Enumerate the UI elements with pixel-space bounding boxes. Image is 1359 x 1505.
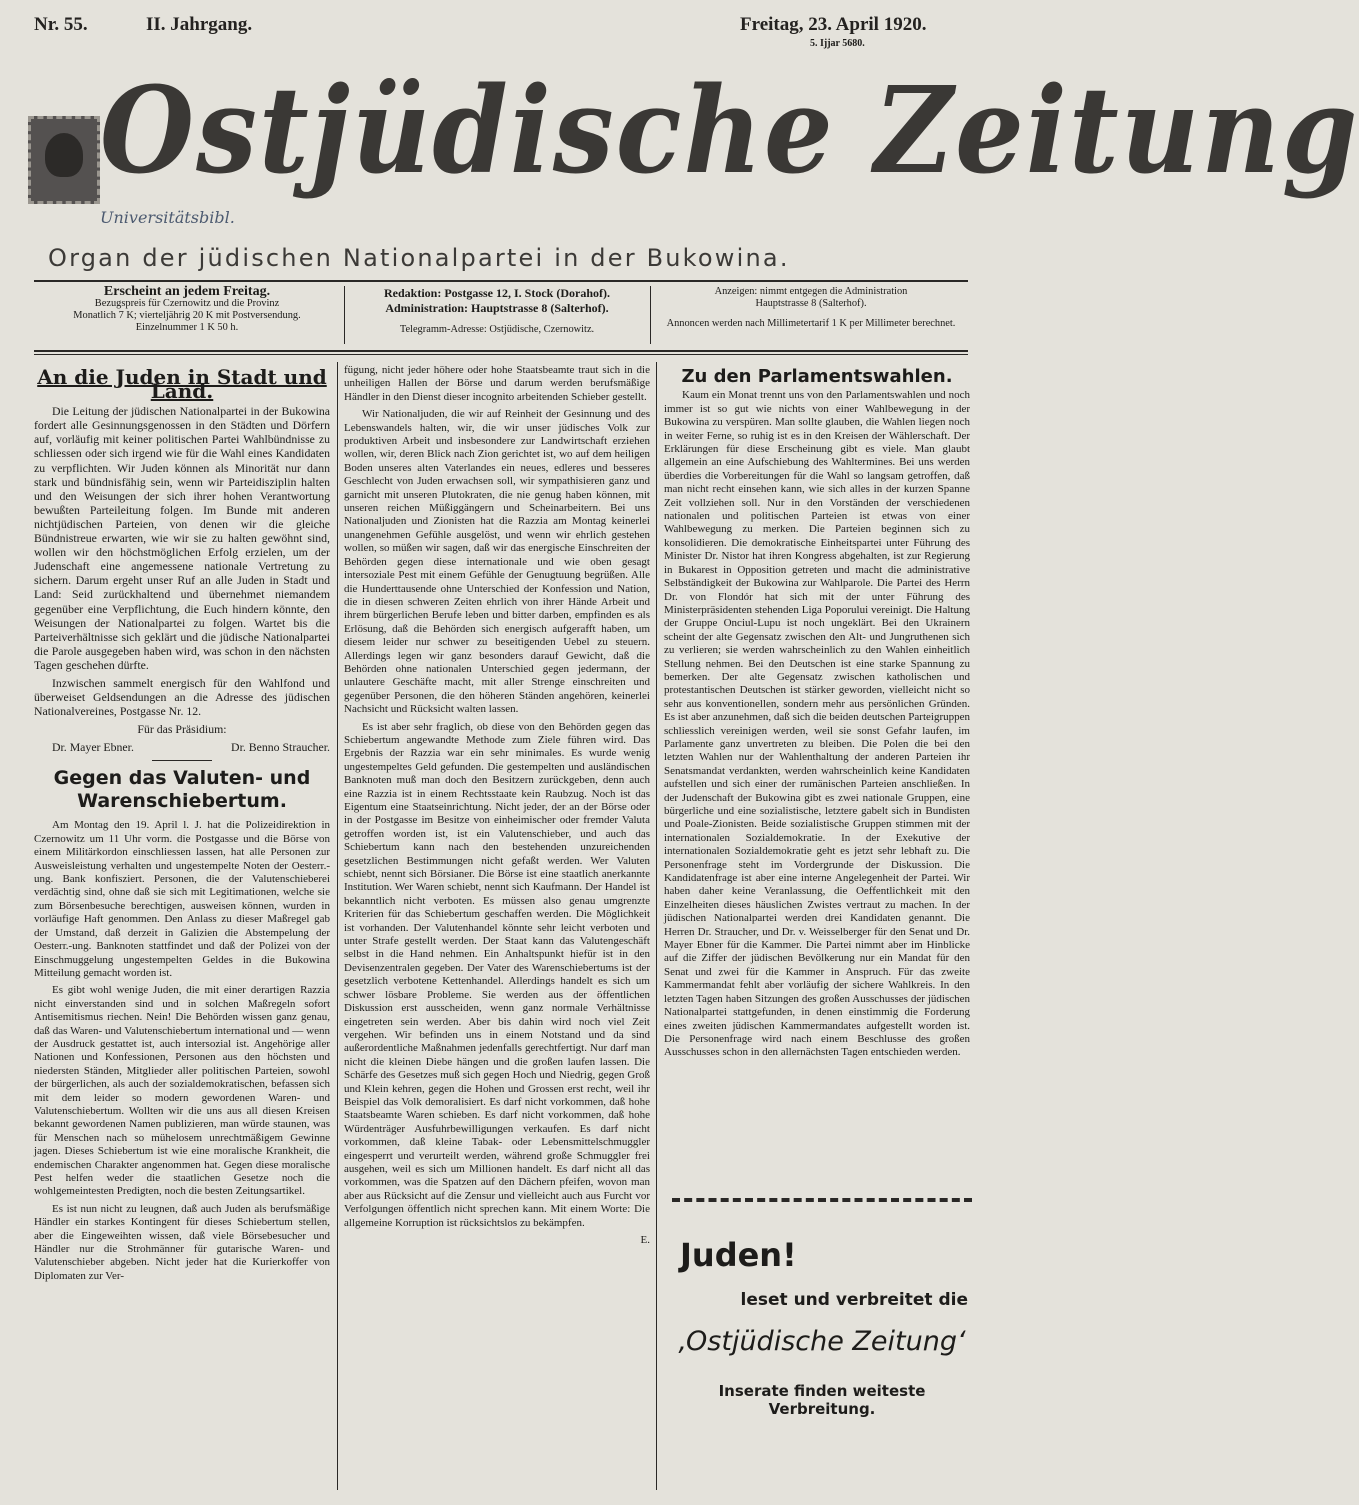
article-paragraph: Es gibt wohl wenige Juden, die mit einer derartigen Razzia nicht einverstanden sind und in solchen Maßregeln sofort Antisemitismus riechen. Nein! Die Behörden wissen ganz genau, daß das Waren- und Valutenschiebertum international und — wenn der Ausdruck gestattet ist, auch intersozial ist. Angehörige aller Nationen und Konfessionen, Personen aus den höchsten und niedersten Ständen, Mitglieder aller politischen Parteien, sowohl der bürgerlichen, als auch der sozialdemokratischen, befassen sich mit dem leider so modern gewordenen Waren- und Valutenschiebertum. Wollten wir die uns aus all diesen Kreisen bekannt gewordenen Namen publizieren, man würde staunen, was für Menschen nach so mühelosem unrechtmäßigem Gewinne jagen. Dieses Schiebertum ist wie eine moralische Krankheit, die endemischen Charakter angenommen hat. Gegen diese moralische Pest helfen weder die staatlichen Gesetze noch die wohlgemeintesten Predigten, noch die besten Zeitungsartikel. [34, 984, 330, 1198]
issue-date: Freitag, 23. April 1920. [740, 14, 927, 35]
masthead [40, 60, 1359, 230]
article-paragraph: Die Leitung der jüdischen Nationalpartei in der Bukowina fordert alle Gesinnungsgenossen in den Städten und Dörfern auf, vorläufig mit keiner politischen Partei Wahlbündnisse zu schliessen oder sich irgend wie für die Wahl eines Kandidaten zu verpflichten. Wir Juden können als Minorität nur dann stark und bündnisfähig sein, wenn wir Parteidisziplin halten und den Weisungen der sich ihrer hohen Verantwortung bewußten Parteileitung folgen. Im Bunde mit anderen nichtjüdischen Parteien, von denen wir die gleiche Bündnistreue erwarten, wie wir sie zu halten gewöhnt sind, wollen wir den höchstmöglichen Erfolg erzielen, um der Judenschaft eine angemessene nationale Vertretung zu sichern. Darum ergeht unser Ruf an alle Juden in Stadt und Land: Seid zurückhaltend und übernehmet niemandem gegenüber eine Verpflichtung, die Euch hindern könnte, den Weisungen der Nationalpartei zu folgen. Wartet bis die Parteiverhältnisse sich geklärt und die jüdische Nationalpartei die Parole ausgegeben haben wird, was schon in den nächsten Tagen geschehen dürfte. [34, 404, 330, 672]
advertisement [672, 1198, 972, 1478]
subscription-info: Erscheint an jedem Freitag. Bezugspreis für Czernowitz und die Provinz Monatlich 7 K; vierteljährig 20 K mit Postversendung. Einzelnummer 1 K 50 h. [73, 284, 301, 333]
postage-stamp-icon [28, 116, 100, 204]
article-heading: Zu den Parlamentswahlen. [681, 366, 953, 387]
article-paragraph: Am Montag den 19. April l. J. hat die Polizeidirektion in Czernowitz um 11 Uhr vorm. die Postgasse und die Börse von einem Militärkordon einschliessen lassen, hat alle Personen zur Ausweisleistung verhalten und ungestempelte Noten der Oesterr.-ung. Bank konfisziert. Personen, die der Valutenschieberei verdächtig sind, ohne daß sie sich mit Legitimationen, welche sie zum Börsenbesuche berechtigen, ausweisen können, wurden in vorläufige Haft genommen. Den Anlass zu dieser Maßregel gab der Umstand, daß derzeit in Galizien die Abstempelung der Oesterr.-ung. Banknoten stattfindet und daß der Polizei von der Einschmuggelung ungestempelten Geldes in die Bukowina Mitteilung gemacht worden ist. [34, 819, 330, 979]
column-1 [34, 366, 330, 1491]
article-author: E. [640, 1234, 650, 1246]
advert-line: leset und verbreitet die [740, 1290, 968, 1310]
column-rule [656, 362, 657, 1490]
presidium-label: Für das Präsidium: [137, 722, 227, 737]
article-paragraph: Kaum ein Monat trennt uns von den Parlamentswahlen und noch immer ist so gut wie nichts von einer Wahlbewegung in der Bukowina zu verspüren. Man sollte glauben, die Wahlen liegen noch in weiter Ferne, so ruhig ist es in den Kreisen der Wählerschaft. Der Erklärungen für diese Erscheinung gibt es viele. Man glaubt allgemein an eine Aufschiebung des Wahltermines. Bei uns werden überdies die Vorbereitungen für die Wahl so langsam getroffen, daß man nicht recht einsehen kann, wie sich alles in der kurzen Spanne Zeit vollziehen soll. Nur in den Vorständen der verschiedenen nationalen und politischen Parteien ist etwas von einer Wahlbewegung zu merken. Die Parteien beginnen sich zu konsolidieren. Die demokratische Einheitspartei unter Führung des Minister Dr. Nistor hat ihren Kongress abgehalten, ist zur Regierung in Bukarest in Opposition getreten und macht die administrative Selbständigkeit der Bukowina zur Wahlparole. Die Partei des Herrn Dr. von Flondór hat sich mit der unter Führung des Ministerpräsidenten stehenden Liga Poporului vereinigt. Die Haltung der Gruppe Onciul-Lupu ist noch ungeklärt. Bei den Ukrainern scheint der alte Gegensatz zwischen den Alt- und Jungruthenen sich zu verlieren; sie werden wahrscheinlich zu den Wahlen einheitlich Stellung nehmen. Bei den Deutschen ist eine starke Spannung zu bemerken. Der alte Gegensatz zwischen katholischen und protestantischen Deutschen ist stärker geworden, vielleicht nicht so sehr aus konventionellen, sondern mehr aus persönlichen Gründen. Es ist aber anzunehmen, daß sich die beiden deutschen Parteigruppen schliesslich vereinigen werden, weil sie sonst Gefahr laufen, im Parlamente ganz unvertreten zu bleiben. Die Polen die bei den letzten Wahlen nur der Wahlenthaltung der anderen Parteien ihr Senatsmandat verdankten, werden wahrscheinlich keine Kandidaten aufstellen und sich einer der rumänischen Parteien anschließen. In der Judenschaft der Bukowina gibt es zwei nationale Gruppen, eine bürgerliche und eine sozialistische, letztere gabelt sich in Bundisten und Poale-Zionisten. Beide sozialistische Gruppen stimmen mit der internationalen Sozialdemokratie. In der Exekutive der internationalen Sozialdemokratie geht es jetzt sehr lebhaft zu. Die Personenfrage steht im Vordergrunde der Diskussion. Die Kandidatenfrage ist aber eine interne Angelegenheit der Partei. Wir haben daher keine Veranlassung, die Oeffentlichkeit mit den Einzelheiten dieses häuslichen Zwistes vertraut zu machen. In der jüdischen Nationalpartei werden drei Kandidaten genannt. Die Herren Dr. Straucher, und Dr. v. Weisselberger für den Senat und Dr. Mayer Ebner für die Kammer. Die Partei nimmt aber im Hinblicke auf die Ziffer der jüdischen Bevölkerung nur ein Mandat für den Senat und zwei für die Kammer in Anspruch. Für das zweite Kammermandat fehlt aber vorläufig der sichere Wahlkreis. In den letzten Tagen haben Sitzungen des großen Ausschusses der jüdischen Nationalpartei stattgefunden, in denen einstimmig die Forderung eines zweiten jüdischen Kammermandates aufgestellt worden ist. Die Personenfrage wird nach einem Beschlusse des großen Ausschusses schon in den allernächsten Tagen entschieden werden. [664, 389, 970, 1059]
divider [34, 354, 968, 355]
column-rule [337, 362, 338, 1490]
article-heading: Gegen das Valuten- und Warenschiebertum. [53, 767, 311, 813]
hebrew-date: 5. Ijjar 5680. [810, 38, 865, 49]
divider [34, 350, 968, 352]
article-paragraph: Inzwischen sammelt energisch für den Wahlfond und überweiset Geldsendungen an die Adresse des jüdischen Nationalvereines, Postgasse Nr. 12. [34, 675, 330, 719]
article-paragraph: Wir Nationaljuden, die wir auf Reinheit der Gesinnung und des Lebenswandels halten, wir, die wir unser jüdisches Volk zur produktiven Arbeit und insbesondere zur Landwirtschaft erziehen wollen, wir, deren Blick nach Zion gerichtet ist, wo auf dem heiligen Boden unseres alten Vaterlandes ein neues, edleres und besseres Geschlecht von Juden erwachsen soll, wir sympathisieren ganz und garnicht mit unseren Plutokraten, die nie genug haben können, mit unseren reichen Müßiggängern und Scheinarbeitern. Bei uns Nationaljuden und Zionisten hat die Razzia am Montag keinerlei unangenehmen Gefühle ausgelöst, und wenn wir ehrlich gestehen wollen, so müßen wir sagen, daß wir das energische Einschreiten der Behörden gegen diese internationale und wie oben gesagt intersoziale Pest mit einem Gefühle der Genugtuung begrüßen. Alle die Hunderttausende ohne Unterschied der Konfession und Nation, die in diesen schweren Zeiten ehrlich von ihrer Hände Arbeit und ihrem bürgerlichen Berufe leben und bitter darben, empfinden es als Erlösung, daß die Behörden sich energisch aufgerafft haben, um diesem leider nur schwer zu beseitigenden Uebel zu steuern. Allerdings legen wir ganz besonders darauf Gewicht, daß die Behörden ohne nationalen Unterschied gegen jedermann, der unlautere Geschäfte macht, mit aller Strenge einschreiten und gegenüber Personen, die den höheren Ständen angehören, keinerlei Nachsicht und Rücksicht walten lassen. [344, 408, 650, 716]
column-2 [344, 364, 650, 1489]
editorial-info: Redaktion: Postgasse 12, I. Stock (Dorahof). Administration: Hauptstrasse 8 (Salterhof). Telegramm-Adresse: Ostjüdische, Czernowitz. [384, 286, 610, 335]
newspaper-title: Ostjüdische Zeitung [100, 62, 1359, 201]
article-paragraph: Es ist aber sehr fraglich, ob diese von den Behörden gegen das Schiebertum angewandte Methode zum Ziele führen wird. Das Ergebnis der Razzia war ein sehr minimales. Es wurde wenig ungestempeltes Geld gefunden. Die gestempelten und ausländischen Banknoten muß man doch den Besitzern zurückgeben, denn auch eine Razzia ist in einem Rechtsstaate kein Raubzug. Noch ist das Eigentum eine Staatseinrichtung. Nicht jeder, der an der Börse oder in der Postgasse im Besitze von einheimischer oder fremder Valuta getroffen worden ist, ist ein Valutenschieber, und auch das Schiebertum kann nach den bestehenden unzureichenden gesetzlichen Bestimmungen nicht gefaßt werden. Wer Valuten schiebt, nennt sich Börsianer. Die Börse ist eine staatlich anerkannte Institution. Wer Waren schiebt, nennt sich Kaufmann. Der Handel ist bekanntlich nicht verboten. Es müssen also genau umgrenzte Kriterien für das Schiebertum geschaffen werden. Die Möglichkeit ist vorhanden. Der Valutenhandel könnte sehr leicht verboten und unter Strafe gestellt werden. Der Staat kann das Valutengeschäft selbst in die Hand nehmen. Ein Anhaltspunkt hiefür ist in den Devisenzentralen gegeben. Der Vater des Warenschiebertums ist der gesetzlich verbotene Kettenhandel. Allerdings handelt es sich um schwer lösbare Probleme. Sie werden aus der öffentlichen Diskussion erst ausscheiden, wenn ganz normale Verhältnisse eingetreten sein werden. Aber bis dahin wird noch viel Zeit vergehen. Wir befinden uns in einem Notstand und da sind außerordentliche Maßnahmen jedenfalls gerechtfertigt. Nur darf man nicht die kleinen Diebe hängen und die großen laufen lassen. Die Schärfe des Gesetzes muß sich gegen Hoch und Niedrig, gegen Groß und Klein kehren, gegen die Hohen und Grossen erst recht, weil ihr Beispiel das Volk demoralisiert. Es darf nicht vorkommen, daß hohe Staatsbeamte Waren schieben. Es darf nicht vorkommen, daß hohe Würdenträger Ausfuhrbewilligungen verkaufen. Es darf nicht vorkommen, daß kleine Tabak- oder Lebensmittelschmuggler eingesperrt und verurteilt werden, während große Schmuggler frei ausgehen, weil es sich um Millionen handelt. Es darf nicht all das vorkommen, was die Spatzen auf den Dächern pfeifen, wovon man aber aus Rücksicht auf die Zensur und vielleicht auch aus Furcht vor Verfolgungen öffentlich nicht sprechen kann. Mit einem Worte: Die allgemeine Korruption ist rücksichtslos zu bekämpfen. [344, 720, 650, 1229]
newspaper-subtitle: Organ der jüdischen Nationalpartei in der Bukowina. [48, 244, 790, 272]
advert-paper-name: ‚Ostjüdische Zeitung‘ [678, 1326, 966, 1357]
column-3 [664, 366, 970, 1176]
advert-title: Juden! [680, 1236, 797, 1274]
article-paragraph: fügung, nicht jeder höhere oder hohe Staatsbeamte traut sich in die unheiligen Hallen der Börse und darum werden berufsmäßige Händler in den Dienst dieser incognito arbeitenden Schieber gestellt. [344, 364, 650, 403]
advert-note: Inserate finden weiteste Verbreitung. [718, 1382, 926, 1418]
library-signature: Universitätsbibl. [100, 208, 235, 227]
divider [344, 286, 345, 344]
signatures: Dr. Mayer Ebner. Dr. Benno Straucher. [52, 740, 330, 755]
divider [650, 286, 651, 344]
issue-number: Nr. 55. [34, 14, 88, 35]
article-heading: An die Juden in Stadt und Land. [37, 365, 327, 404]
advertising-info: Anzeigen: nimmt entgegen die Administration Hauptstrasse 8 (Salterhof). Annoncen werden nach Millimetertarif 1 K per Millimeter berechnet. [666, 286, 956, 329]
article-paragraph: Es ist nun nicht zu leugnen, daß auch Juden als berufsmäßige Händler ein starkes Kontingent für dieses Schiebertum stellen, aber die Eingeweihten wissen, daß viele Börsebesucher und Händler nur die Strohmänner für gutarische Waren- und Valutenschieber abgeben. Nicht jeder hat die Kurierkoffer von Diplomaten zur Ver- [34, 1202, 330, 1282]
divider [34, 280, 968, 282]
divider [152, 760, 212, 761]
volume: II. Jahrgang. [146, 14, 253, 35]
divider [672, 1198, 972, 1210]
